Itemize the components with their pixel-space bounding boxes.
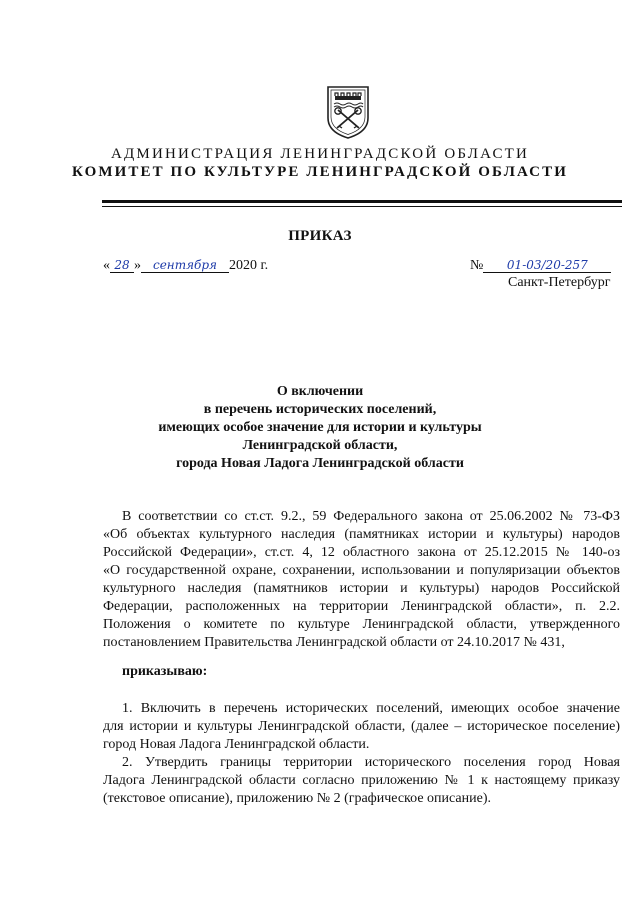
document-number: [470, 258, 611, 274]
document-type: ПРИКАЗ: [288, 228, 352, 244]
preamble-line: Российской Федерации», ст.ст. 4, 12 областного закона от 25.12.2015 № 140-оз: [103, 545, 620, 560]
item2-line: (текстовое описание), приложению № 2 (графическое описание).: [103, 791, 491, 806]
preamble-line: В соответствии со ст.ст. 9.2., 59 Федерального закона от 25.06.2002 № 73-ФЗ: [122, 509, 620, 524]
decree-word: приказываю:: [122, 664, 208, 679]
item2-line: Ладога Ленинградской области согласно приложению № 1 к настоящему приказу: [103, 773, 620, 788]
date-day: 28: [110, 258, 134, 273]
preamble-line: постановлением Правительства Ленинградской области от 24.10.2017 № 431,: [103, 635, 565, 650]
item1-line: 1. Включить в перечень исторических поселений, имеющих особое значение: [122, 701, 620, 716]
title-line: О включении: [276, 384, 364, 399]
organization-name: АДМИНИСТРАЦИЯ ЛЕНИНГРАДСКОЙ ОБЛАСТИ: [110, 146, 530, 162]
committee-name: КОМИТЕТ ПО КУЛЬТУРЕ ЛЕНИНГРАДСКОЙ ОБЛАСТИ: [72, 164, 568, 180]
number-value: 01-03/20-257: [483, 258, 611, 273]
title-line: в перечень исторических поселений,: [203, 402, 437, 417]
preamble-line: Федерации, расположенных на территории Ленинградской области», п. 2.2.: [103, 599, 620, 614]
header-divider-thin: [102, 206, 622, 207]
item1-line: город Новая Ладога Ленинградской области.: [103, 737, 370, 752]
title-line: имеющих особое значение для истории и культуры: [158, 420, 482, 435]
preamble-line: «О государственной охране, сохранении, использовании и популяризации объектов: [103, 563, 620, 578]
title-line: Ленинградской области,: [242, 438, 398, 453]
header-divider-thick: [102, 200, 622, 203]
item2-line: 2. Утвердить границы территории исторического поселения город Новая: [122, 755, 620, 770]
preamble-line: Положения о комитете по культуре Ленинградской области, утвержденного: [103, 617, 620, 632]
preamble-line: «Об объектах культурного наследия (памятниках истории и культуры) народов: [103, 527, 620, 542]
number-prefix: №: [470, 258, 484, 273]
document-place: Санкт-Петербург: [508, 275, 611, 290]
date-open-quote: «: [103, 258, 110, 273]
date-close-quote: »: [134, 258, 141, 273]
date-month: сентября: [141, 258, 229, 273]
preamble-line: культурного наследия (памятников истории и культуры) народов Российской: [103, 581, 620, 596]
title-line: города Новая Ладога Ленинградской области: [176, 456, 464, 471]
document-date: [103, 258, 268, 274]
item1-line: для истории и культуры Ленинградской области, (далее – историческое поселение): [103, 719, 620, 734]
coat-of-arms-icon: [325, 84, 371, 140]
date-year: 2020 г.: [229, 258, 269, 273]
